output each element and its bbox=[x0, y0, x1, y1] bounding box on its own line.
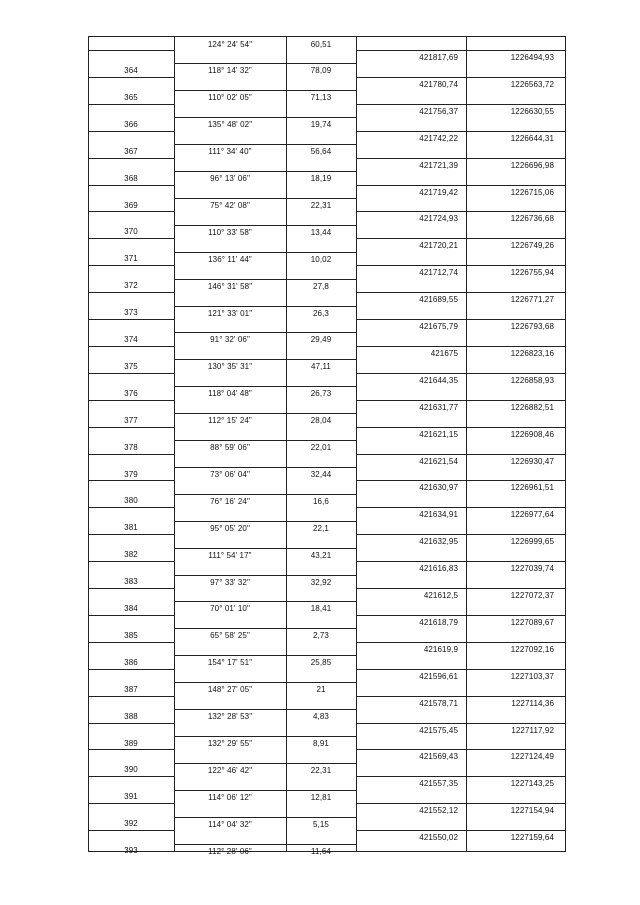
bearing-angle-cell: 114° 06' 12" bbox=[208, 793, 252, 802]
x-coordinate-cell: 421675,79 bbox=[419, 322, 458, 331]
row-divider-measure bbox=[174, 736, 356, 737]
row-divider-measure bbox=[174, 628, 356, 629]
row-divider-point bbox=[88, 615, 174, 616]
row-divider-point bbox=[88, 723, 174, 724]
row-divider-coords bbox=[356, 803, 566, 804]
row-divider-coords bbox=[356, 830, 566, 831]
row-divider-measure bbox=[174, 144, 356, 145]
row-divider-measure bbox=[174, 225, 356, 226]
y-coordinate-cell: 1226563,72 bbox=[510, 80, 554, 89]
row-divider-point bbox=[88, 534, 174, 535]
point-number-cell: 377 bbox=[124, 416, 138, 425]
distance-cell: 13,44 bbox=[310, 228, 332, 237]
point-number-cell: 376 bbox=[124, 389, 138, 398]
row-divider-coords bbox=[356, 507, 566, 508]
x-coordinate-cell: 421619,9 bbox=[423, 645, 458, 654]
distance-cell: 22,01 bbox=[310, 443, 332, 452]
y-coordinate-cell: 1227072,37 bbox=[510, 591, 554, 600]
distance-cell: 22,31 bbox=[310, 766, 332, 775]
row-divider-point bbox=[88, 776, 174, 777]
bearing-angle-cell: 135° 48' 02" bbox=[207, 120, 253, 129]
distance-cell: 4,83 bbox=[313, 712, 329, 721]
y-coordinate-cell: 1227092,16 bbox=[510, 645, 554, 654]
row-divider-measure bbox=[174, 467, 356, 468]
point-number-cell: 367 bbox=[124, 147, 138, 156]
distance-cell: 29,49 bbox=[310, 335, 332, 344]
row-divider-coords bbox=[356, 776, 566, 777]
distance-cell: 22,1 bbox=[313, 524, 329, 533]
x-coordinate-cell: 421612,5 bbox=[423, 591, 458, 600]
row-divider-measure bbox=[174, 171, 356, 172]
distance-cell: 25,85 bbox=[310, 658, 332, 667]
bearing-angle-cell: 111° 34' 40" bbox=[208, 147, 252, 156]
y-coordinate-cell: 1226749,26 bbox=[510, 241, 554, 250]
point-number-cell: 385 bbox=[124, 631, 138, 640]
row-divider-point bbox=[88, 104, 174, 105]
row-divider-point bbox=[88, 50, 174, 51]
row-divider-point bbox=[88, 696, 174, 697]
row-divider-coords bbox=[356, 615, 566, 616]
bearing-angle-cell: 65° 58' 25" bbox=[210, 631, 250, 640]
x-coordinate-cell: 421578,71 bbox=[419, 699, 458, 708]
row-divider-coords bbox=[356, 534, 566, 535]
y-coordinate-cell: 1226630,55 bbox=[510, 107, 554, 116]
row-divider-measure bbox=[174, 682, 356, 683]
row-divider-point bbox=[88, 427, 174, 428]
bearing-angle-cell: 146° 31' 58" bbox=[207, 282, 253, 291]
row-divider-measure bbox=[174, 440, 356, 441]
row-divider-point bbox=[88, 480, 174, 481]
distance-cell: 32,44 bbox=[310, 470, 332, 479]
row-divider-measure bbox=[174, 117, 356, 118]
row-divider-point bbox=[88, 507, 174, 508]
distance-cell: 28,04 bbox=[310, 416, 332, 425]
x-coordinate-cell: 421631,77 bbox=[419, 403, 458, 412]
row-divider-point bbox=[88, 211, 174, 212]
row-divider-coords bbox=[356, 158, 566, 159]
row-divider-point bbox=[88, 400, 174, 401]
x-coordinate-cell: 421644,35 bbox=[419, 376, 458, 385]
point-number-cell: 378 bbox=[124, 443, 138, 452]
row-divider-measure bbox=[174, 252, 356, 253]
y-coordinate-cell: 1226930,47 bbox=[510, 457, 554, 466]
bearing-angle-cell: 111° 54' 17" bbox=[208, 551, 252, 560]
bearing-angle-cell: 112° 15' 24" bbox=[208, 416, 252, 425]
distance-cell: 2,73 bbox=[313, 631, 329, 640]
row-divider-measure bbox=[174, 655, 356, 656]
distance-cell: 32,92 bbox=[310, 578, 332, 587]
row-divider-measure bbox=[174, 413, 356, 414]
row-divider-measure bbox=[174, 601, 356, 602]
point-number-cell: 369 bbox=[124, 201, 138, 210]
x-coordinate-cell: 421575,45 bbox=[419, 726, 458, 735]
x-coordinate-cell: 421742,22 bbox=[419, 134, 458, 143]
x-coordinate-cell: 421689,55 bbox=[419, 295, 458, 304]
row-divider-point bbox=[88, 131, 174, 132]
row-divider-coords bbox=[356, 427, 566, 428]
point-number-cell: 374 bbox=[124, 335, 138, 344]
row-divider-coords bbox=[356, 104, 566, 105]
row-divider-point bbox=[88, 238, 174, 239]
row-divider-coords bbox=[356, 50, 566, 51]
distance-cell: 78,09 bbox=[310, 66, 332, 75]
x-coordinate-cell: 421616,83 bbox=[419, 564, 458, 573]
y-coordinate-cell: 1227159,64 bbox=[510, 833, 554, 842]
x-coordinate-cell: 421634,91 bbox=[419, 510, 458, 519]
row-divider-measure bbox=[174, 548, 356, 549]
row-divider-coords bbox=[356, 561, 566, 562]
distance-cell: 16,6 bbox=[313, 497, 329, 506]
y-coordinate-cell: 1226736,68 bbox=[510, 214, 554, 223]
row-divider-measure bbox=[174, 763, 356, 764]
x-coordinate-cell: 421550,02 bbox=[419, 833, 458, 842]
y-coordinate-cell: 1226908,46 bbox=[510, 430, 554, 439]
row-divider-point bbox=[88, 749, 174, 750]
row-divider-point bbox=[88, 561, 174, 562]
distance-cell: 19,74 bbox=[310, 120, 332, 129]
bearing-angle-cell: 118° 14' 32" bbox=[208, 66, 252, 75]
bearing-angle-cell: 76° 16' 24" bbox=[210, 497, 250, 506]
bearing-angle-cell: 110° 33' 58" bbox=[208, 228, 252, 237]
row-divider-measure bbox=[174, 198, 356, 199]
table-border-top bbox=[88, 36, 566, 37]
bearing-angle-cell: 124° 24' 54" bbox=[207, 40, 253, 49]
row-divider-measure bbox=[174, 279, 356, 280]
row-divider-measure bbox=[174, 817, 356, 818]
row-divider-coords bbox=[356, 723, 566, 724]
point-number-cell: 386 bbox=[124, 658, 138, 667]
bearing-angle-cell: 136° 11' 44" bbox=[208, 255, 252, 264]
bearing-angle-cell: 122° 46' 42" bbox=[207, 766, 253, 775]
x-coordinate-cell: 421630,97 bbox=[419, 483, 458, 492]
row-divider-coords bbox=[356, 265, 566, 266]
row-divider-measure bbox=[174, 90, 356, 91]
row-divider-measure bbox=[174, 790, 356, 791]
bearing-angle-cell: 154° 17' 51" bbox=[207, 658, 253, 667]
row-divider-measure bbox=[174, 844, 356, 845]
bearing-angle-cell: 97° 33' 32" bbox=[210, 578, 250, 587]
point-number-cell: 379 bbox=[124, 470, 138, 479]
y-coordinate-cell: 1227103,37 bbox=[510, 672, 554, 681]
row-divider-measure bbox=[174, 332, 356, 333]
point-number-cell: 364 bbox=[124, 66, 138, 75]
x-coordinate-cell: 421712,74 bbox=[419, 268, 458, 277]
x-coordinate-cell: 421596,61 bbox=[419, 672, 458, 681]
bearing-angle-cell: 95° 05' 20" bbox=[210, 524, 250, 533]
y-coordinate-cell: 1226644,31 bbox=[510, 134, 554, 143]
distance-cell: 5,15 bbox=[313, 820, 329, 829]
bearing-angle-cell: 114° 04' 32" bbox=[208, 820, 252, 829]
y-coordinate-cell: 1227039,74 bbox=[510, 564, 554, 573]
coordinates-table bbox=[88, 36, 566, 856]
point-number-cell: 381 bbox=[124, 523, 138, 532]
row-divider-coords bbox=[356, 642, 566, 643]
x-coordinate-cell: 421780,74 bbox=[419, 80, 458, 89]
y-coordinate-cell: 1226961,51 bbox=[510, 483, 554, 492]
y-coordinate-cell: 1226882,51 bbox=[510, 403, 554, 412]
point-number-cell: 387 bbox=[124, 685, 138, 694]
y-coordinate-cell: 1227143,25 bbox=[510, 779, 554, 788]
row-divider-coords bbox=[356, 292, 566, 293]
point-number-cell: 391 bbox=[124, 792, 138, 801]
bearing-angle-cell: 132° 29' 55" bbox=[207, 739, 253, 748]
x-coordinate-cell: 421618,79 bbox=[419, 618, 458, 627]
distance-cell: 47,11 bbox=[311, 362, 331, 371]
point-number-cell: 383 bbox=[124, 577, 138, 586]
row-divider-point bbox=[88, 292, 174, 293]
distance-cell: 8,91 bbox=[313, 739, 329, 748]
x-coordinate-cell: 421621,15 bbox=[419, 430, 458, 439]
row-divider-coords bbox=[356, 749, 566, 750]
x-coordinate-cell: 421720,21 bbox=[419, 241, 458, 250]
distance-cell: 71,13 bbox=[310, 93, 332, 102]
row-divider-measure bbox=[174, 306, 356, 307]
row-divider-point bbox=[88, 588, 174, 589]
y-coordinate-cell: 1227114,36 bbox=[511, 699, 554, 708]
point-number-cell: 389 bbox=[124, 739, 138, 748]
y-coordinate-cell: 1227089,67 bbox=[510, 618, 554, 627]
point-number-cell: 388 bbox=[124, 712, 138, 721]
row-divider-coords bbox=[356, 185, 566, 186]
row-divider-point bbox=[88, 265, 174, 266]
row-divider-point bbox=[88, 319, 174, 320]
y-coordinate-cell: 1226823,16 bbox=[510, 349, 554, 358]
row-divider-coords bbox=[356, 454, 566, 455]
row-divider-measure bbox=[174, 386, 356, 387]
row-divider-coords bbox=[356, 669, 566, 670]
distance-cell: 43,21 bbox=[310, 551, 332, 560]
bearing-angle-cell: 112° 28' 06" bbox=[208, 847, 252, 856]
y-coordinate-cell: 1226858,93 bbox=[510, 376, 554, 385]
bearing-angle-cell: 132° 28' 53" bbox=[207, 712, 253, 721]
row-divider-coords bbox=[356, 373, 566, 374]
bearing-angle-cell: 148° 27' 05" bbox=[207, 685, 253, 694]
row-divider-coords bbox=[356, 480, 566, 481]
row-divider-coords bbox=[356, 696, 566, 697]
point-number-cell: 392 bbox=[124, 819, 138, 828]
row-divider-coords bbox=[356, 588, 566, 589]
distance-cell: 22,31 bbox=[310, 201, 332, 210]
row-divider-point bbox=[88, 642, 174, 643]
bearing-angle-cell: 96° 13' 06" bbox=[210, 174, 250, 183]
y-coordinate-cell: 1227154,94 bbox=[510, 806, 554, 815]
x-coordinate-cell: 421721,39 bbox=[419, 161, 458, 170]
row-divider-coords bbox=[356, 238, 566, 239]
row-divider-coords bbox=[356, 131, 566, 132]
bearing-angle-cell: 73° 06' 04" bbox=[210, 470, 250, 479]
row-divider-measure bbox=[174, 709, 356, 710]
y-coordinate-cell: 1227117,92 bbox=[511, 726, 554, 735]
point-number-cell: 365 bbox=[124, 93, 138, 102]
bearing-angle-cell: 88° 59' 06" bbox=[210, 443, 250, 452]
distance-cell: 18,41 bbox=[310, 604, 332, 613]
distance-cell: 21 bbox=[316, 685, 326, 694]
row-divider-point bbox=[88, 454, 174, 455]
distance-cell: 56,64 bbox=[310, 147, 332, 156]
distance-cell: 26,3 bbox=[313, 309, 329, 318]
x-coordinate-cell: 421817,69 bbox=[419, 53, 458, 62]
row-divider-point bbox=[88, 346, 174, 347]
row-divider-point bbox=[88, 803, 174, 804]
point-number-cell: 373 bbox=[124, 308, 138, 317]
distance-cell: 10,02 bbox=[310, 255, 332, 264]
row-divider-coords bbox=[356, 346, 566, 347]
x-coordinate-cell: 421724,93 bbox=[419, 214, 458, 223]
x-coordinate-cell: 421632,95 bbox=[419, 537, 458, 546]
row-divider-coords bbox=[356, 319, 566, 320]
x-coordinate-cell: 421552,12 bbox=[419, 806, 458, 815]
row-divider-measure bbox=[174, 575, 356, 576]
row-divider-point bbox=[88, 669, 174, 670]
x-coordinate-cell: 421557,35 bbox=[419, 779, 458, 788]
bearing-angle-cell: 130° 35' 31" bbox=[207, 362, 253, 371]
row-divider-measure bbox=[174, 63, 356, 64]
x-coordinate-cell: 421675 bbox=[430, 349, 458, 358]
y-coordinate-cell: 1226793,68 bbox=[510, 322, 554, 331]
y-coordinate-cell: 1226977,64 bbox=[510, 510, 554, 519]
row-divider-point bbox=[88, 158, 174, 159]
y-coordinate-cell: 1226771,27 bbox=[510, 295, 554, 304]
bearing-angle-cell: 121° 33' 01" bbox=[207, 309, 253, 318]
row-divider-point bbox=[88, 373, 174, 374]
point-number-cell: 371 bbox=[124, 254, 138, 263]
y-coordinate-cell: 1226755,94 bbox=[510, 268, 554, 277]
row-divider-coords bbox=[356, 211, 566, 212]
row-divider-coords bbox=[356, 77, 566, 78]
point-number-cell: 370 bbox=[124, 227, 138, 236]
bearing-angle-cell: 110° 02' 05" bbox=[208, 93, 252, 102]
point-number-cell: 393 bbox=[124, 846, 138, 855]
row-divider-coords bbox=[356, 400, 566, 401]
row-divider-measure bbox=[174, 521, 356, 522]
y-coordinate-cell: 1226696,98 bbox=[510, 161, 554, 170]
point-number-cell: 384 bbox=[124, 604, 138, 613]
bearing-angle-cell: 91° 32' 06" bbox=[210, 335, 250, 344]
bearing-angle-cell: 118° 04' 48" bbox=[208, 389, 252, 398]
y-coordinate-cell: 1226494,93 bbox=[510, 53, 554, 62]
bearing-angle-cell: 75° 42' 08" bbox=[210, 201, 250, 210]
x-coordinate-cell: 421719,42 bbox=[419, 188, 458, 197]
bearing-angle-cell: 70° 01' 10" bbox=[210, 604, 250, 613]
point-number-cell: 368 bbox=[124, 174, 138, 183]
x-coordinate-cell: 421756,37 bbox=[419, 107, 458, 116]
point-number-cell: 380 bbox=[124, 496, 138, 505]
x-coordinate-cell: 421621,54 bbox=[419, 457, 458, 466]
point-number-cell: 390 bbox=[124, 765, 138, 774]
distance-cell: 26,73 bbox=[310, 389, 332, 398]
distance-cell: 60,51 bbox=[310, 40, 332, 49]
y-coordinate-cell: 1226999,65 bbox=[510, 537, 554, 546]
y-coordinate-cell: 1226715,06 bbox=[510, 188, 554, 197]
row-divider-measure bbox=[174, 359, 356, 360]
distance-cell: 27,8 bbox=[313, 282, 329, 291]
row-divider-point bbox=[88, 77, 174, 78]
distance-cell: 18,19 bbox=[310, 174, 332, 183]
row-divider-point bbox=[88, 185, 174, 186]
point-number-cell: 375 bbox=[124, 362, 138, 371]
distance-cell: 11,64 bbox=[311, 847, 331, 856]
row-divider-point bbox=[88, 830, 174, 831]
point-number-cell: 372 bbox=[124, 281, 138, 290]
distance-cell: 12,81 bbox=[310, 793, 332, 802]
row-divider-measure bbox=[174, 494, 356, 495]
y-coordinate-cell: 1227124,49 bbox=[510, 752, 554, 761]
point-number-cell: 382 bbox=[124, 550, 138, 559]
point-number-cell: 366 bbox=[124, 120, 138, 129]
x-coordinate-cell: 421569,43 bbox=[419, 752, 458, 761]
